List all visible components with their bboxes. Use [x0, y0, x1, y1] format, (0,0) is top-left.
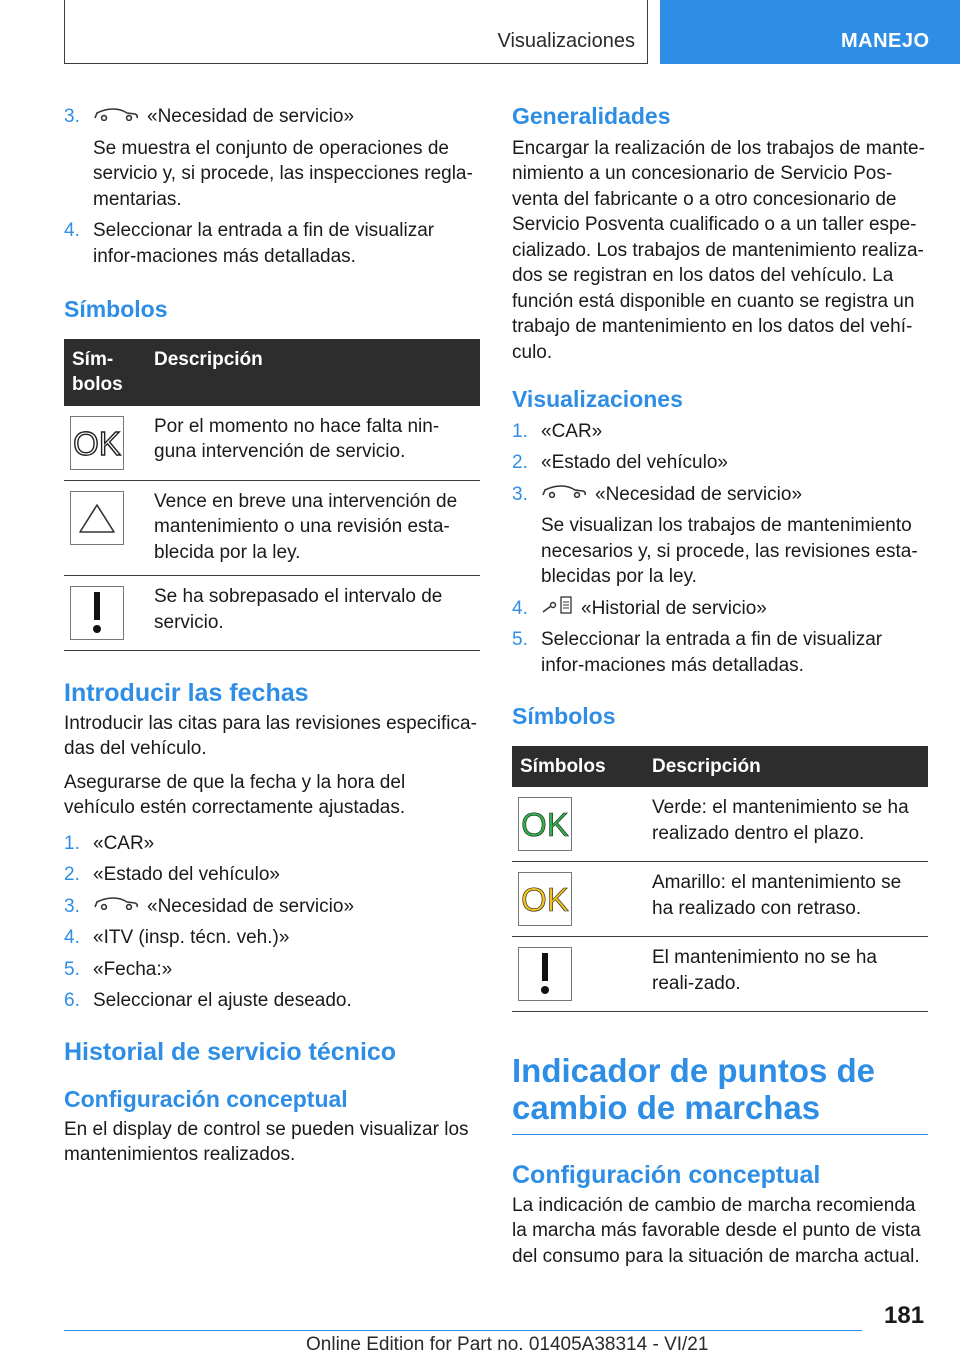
list-item	[64, 862, 480, 888]
dates-paragraph: Introducir las citas para las revisiones especifica‐das del vehículo.	[64, 712, 477, 759]
svg-text:OK: OK	[521, 881, 569, 918]
table-row	[512, 862, 928, 937]
step-number: 3.	[64, 895, 80, 917]
car-icon	[93, 107, 139, 121]
step-text: «ITV (insp. técn. veh.)»	[93, 927, 290, 948]
step-number: 2.	[512, 452, 528, 473]
list-item	[512, 627, 928, 678]
column-header: Símbolos	[512, 746, 644, 788]
car-icon	[541, 484, 587, 498]
table-row	[64, 406, 480, 481]
step-text: «Estado del vehículo»	[541, 452, 728, 473]
list-item	[64, 104, 480, 212]
right-column	[512, 104, 928, 1269]
step-number: 3.	[512, 483, 528, 505]
step-text: «Necesidad de servicio»	[147, 106, 355, 127]
page-number: 181	[884, 1302, 925, 1329]
step-number: 6.	[64, 990, 80, 1011]
svg-text:OK: OK	[521, 806, 569, 843]
shift-concept-paragraph: La indicación de cambio de marcha recomienda la marcha más favorable desde el punto de vista del consumo para la situación de marcha actual.	[512, 1194, 921, 1267]
symbols-heading: Símbolos	[64, 296, 168, 322]
step-number: 4.	[512, 597, 528, 619]
step-text: «Estado del vehículo»	[93, 864, 280, 885]
dates-heading: Introducir las fechas	[64, 679, 309, 707]
ok-icon	[70, 416, 124, 470]
step-number: 5.	[64, 958, 80, 980]
symbol-description: El mantenimiento no se ha reali‐zado.	[644, 937, 928, 1012]
dates-paragraph: Asegurarse de que la fecha y la hora del vehículo estén correctamente ajustadas.	[64, 771, 406, 818]
concept-heading: Configuración conceptual	[64, 1086, 348, 1112]
step-number: 1.	[512, 420, 528, 442]
header-box	[64, 0, 648, 64]
symbols-table	[64, 339, 480, 652]
step-text: Seleccionar la entrada a fin de visualizar infor‐maciones más detalladas.	[93, 220, 435, 267]
section-title: Visualizaciones	[497, 30, 635, 52]
exclamation-icon	[70, 586, 124, 640]
edition-note: Online Edition for Part no. 01405A38314 - VI/21	[306, 1334, 709, 1355]
table-header-row	[64, 339, 480, 406]
list-item	[512, 482, 928, 590]
ok-green-icon	[518, 797, 572, 851]
step-number: 4.	[64, 927, 80, 948]
car-icon	[93, 896, 139, 910]
svg-text:OK: OK	[73, 424, 121, 462]
column-header: Descripción	[644, 746, 928, 788]
general-heading: Generalidades	[512, 103, 671, 129]
general-paragraph: Encargar la realización de los trabajos de mante‐nimiento a un concesionario de Servicio Pos‐venta del fabricante o a otro concesionario de Servicio Posventa cualificado o a un taller espe‐cializado. Los trabajos de mantenimiento realiza‐dos se registran en los datos del vehículo. La función está disponible en cuanto se registra un trabajo de mantenimiento en los datos del vehí‐culo.	[512, 137, 925, 363]
table-row	[512, 787, 928, 862]
footer-divider	[64, 1330, 862, 1331]
step-number: 5.	[512, 629, 528, 650]
list-item	[64, 894, 480, 920]
service-history-icon	[541, 594, 573, 616]
exclamation-icon	[518, 947, 572, 1001]
list-item	[512, 419, 928, 445]
warning-triangle-icon	[70, 491, 124, 545]
step-number: 2.	[64, 864, 80, 885]
table-row	[64, 480, 480, 576]
step-text: Seleccionar la entrada a fin de visualizar infor‐maciones más detalladas.	[541, 629, 883, 676]
concept-paragraph: En el display de control se pueden visualizar los mantenimientos realizados.	[64, 1118, 469, 1165]
symbol-description: Amarillo: el mantenimiento se ha realizado con retraso.	[644, 862, 928, 937]
visual-heading: Visualizaciones	[512, 386, 683, 412]
list-item	[64, 218, 480, 269]
step-number: 4.	[64, 220, 80, 241]
column-header: Descripción	[146, 339, 480, 406]
step-text: Seleccionar el ajuste deseado.	[93, 990, 352, 1011]
list-item	[512, 450, 928, 476]
ok-yellow-icon	[518, 872, 572, 926]
list-item	[64, 925, 480, 951]
list-item	[64, 831, 480, 857]
table-header-row	[512, 746, 928, 788]
intro-steps	[64, 104, 480, 269]
history-heading: Historial de servicio técnico	[64, 1037, 397, 1066]
shift-heading: Indicador de puntos de cambio de marchas	[512, 1052, 928, 1135]
column-header: Sím‐bolos	[64, 339, 146, 406]
visual-steps	[512, 419, 928, 679]
step-detail: Se muestra el conjunto de operaciones de servicio y, si procede, las inspecciones regla‐mentarias.	[93, 137, 473, 210]
symbol-description: Por el momento no hace falta nin‐guna intervención de servicio.	[146, 406, 480, 481]
step-detail: Se visualizan los trabajos de mantenimiento necesarios y, si procede, las revisiones esta‐blecidas por la ley.	[541, 515, 918, 587]
list-item	[512, 596, 928, 622]
shift-concept-heading: Configuración conceptual	[512, 1161, 821, 1189]
step-text: «Necesidad de servicio»	[147, 895, 355, 917]
symbol-description: Verde: el mantenimiento se ha realizado dentro el plazo.	[644, 787, 928, 862]
step-text: «Necesidad de servicio»	[595, 483, 803, 505]
table-row	[64, 576, 480, 651]
symbols-table	[512, 746, 928, 1013]
step-number: 1.	[64, 832, 80, 854]
date-steps	[64, 831, 480, 1014]
step-number: 3.	[64, 106, 80, 127]
left-column	[64, 104, 480, 1168]
symbol-description: Vence en breve una intervención de mantenimiento o una revisión esta‐blecida por la ley.	[146, 480, 480, 576]
symbols-heading: Símbolos	[512, 703, 616, 729]
list-item	[64, 988, 480, 1014]
step-text: «Fecha:»	[93, 958, 173, 980]
table-row	[512, 937, 928, 1012]
list-item	[64, 957, 480, 983]
chapter-tab-label: MANEJO	[841, 30, 930, 52]
chapter-tab[interactable]	[660, 0, 960, 64]
symbol-description: Se ha sobrepasado el intervalo de servicio.	[146, 576, 480, 651]
step-text: «Historial de servicio»	[581, 597, 767, 619]
step-text: «CAR»	[93, 832, 155, 854]
step-text: «CAR»	[541, 420, 603, 442]
